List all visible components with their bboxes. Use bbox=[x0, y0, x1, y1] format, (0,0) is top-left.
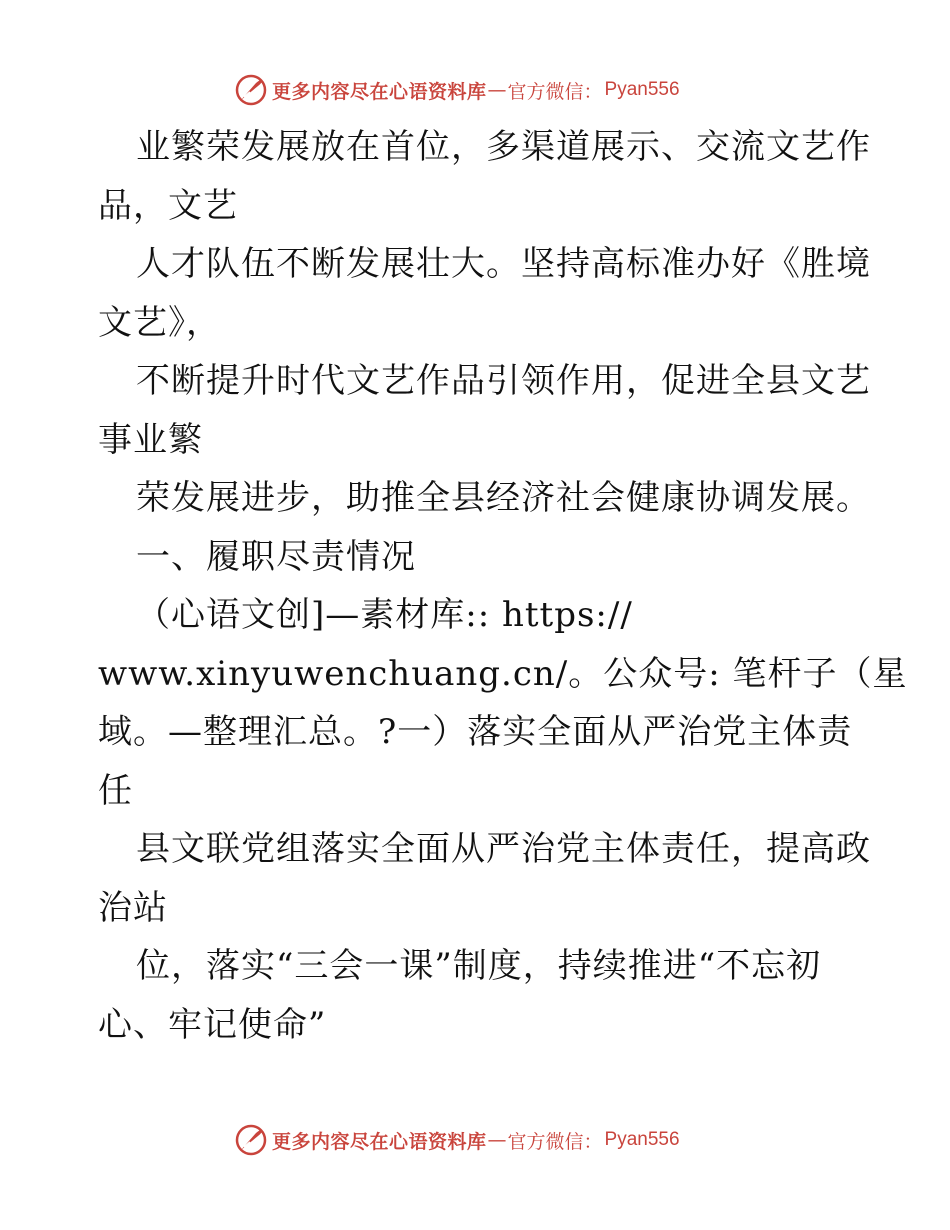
body-line: 治站 bbox=[98, 887, 168, 928]
body-line: 域。—整理汇总。?一）落实全面从严治党主体责 bbox=[98, 712, 853, 752]
watermark-wechat-label: 官方微信： bbox=[507, 1130, 603, 1153]
watermark-wechat-id: Pyan556 bbox=[604, 1129, 680, 1150]
body-line: 荣发展进步，助推全县经济社会健康协调发展。 bbox=[136, 478, 871, 518]
body-line: 事业繁 bbox=[98, 419, 203, 460]
feather-pen-logo-icon bbox=[234, 1123, 268, 1157]
watermark-dash: — bbox=[487, 79, 507, 101]
section-heading: 一、履职尽责情况 bbox=[136, 536, 416, 577]
body-line: 业繁荣发展放在首位，多渠道展示、交流文艺作 bbox=[136, 127, 871, 167]
body-line: 心、牢记使命” bbox=[98, 1004, 327, 1045]
body-line: 人才队伍不断发展壮大。坚持高标准办好《胜境 bbox=[136, 244, 871, 284]
watermark-brand-text: 更多内容尽在心语资料库 bbox=[272, 1130, 487, 1153]
watermark-wechat-id: Pyan556 bbox=[604, 79, 680, 100]
header-watermark bbox=[234, 72, 680, 108]
watermark-brand-text: 更多内容尽在心语资料库 bbox=[272, 80, 487, 103]
body-line: 不断提升时代文艺作品引领作用，促进全县文艺 bbox=[136, 361, 871, 401]
document-body bbox=[98, 118, 908, 1054]
watermark-dash: — bbox=[487, 1129, 507, 1151]
footer-watermark bbox=[234, 1122, 680, 1158]
source-url-line: www.xinyuwenchuang.cn/。公众号: 笔杆子（星 bbox=[98, 653, 908, 694]
body-line: 任 bbox=[98, 770, 133, 811]
source-line: （心语文创]—素材库:: https:// bbox=[136, 595, 633, 635]
body-line: 县文联党组落实全面从严治党主体责任，提高政 bbox=[136, 829, 871, 869]
feather-pen-logo-icon bbox=[234, 73, 268, 107]
body-line: 位，落实“三会一课”制度，持续推进“不忘初 bbox=[136, 946, 822, 986]
watermark-wechat-label: 官方微信： bbox=[507, 80, 603, 103]
body-line: 文艺》， bbox=[98, 302, 221, 343]
body-line: 品，文艺 bbox=[98, 185, 238, 226]
